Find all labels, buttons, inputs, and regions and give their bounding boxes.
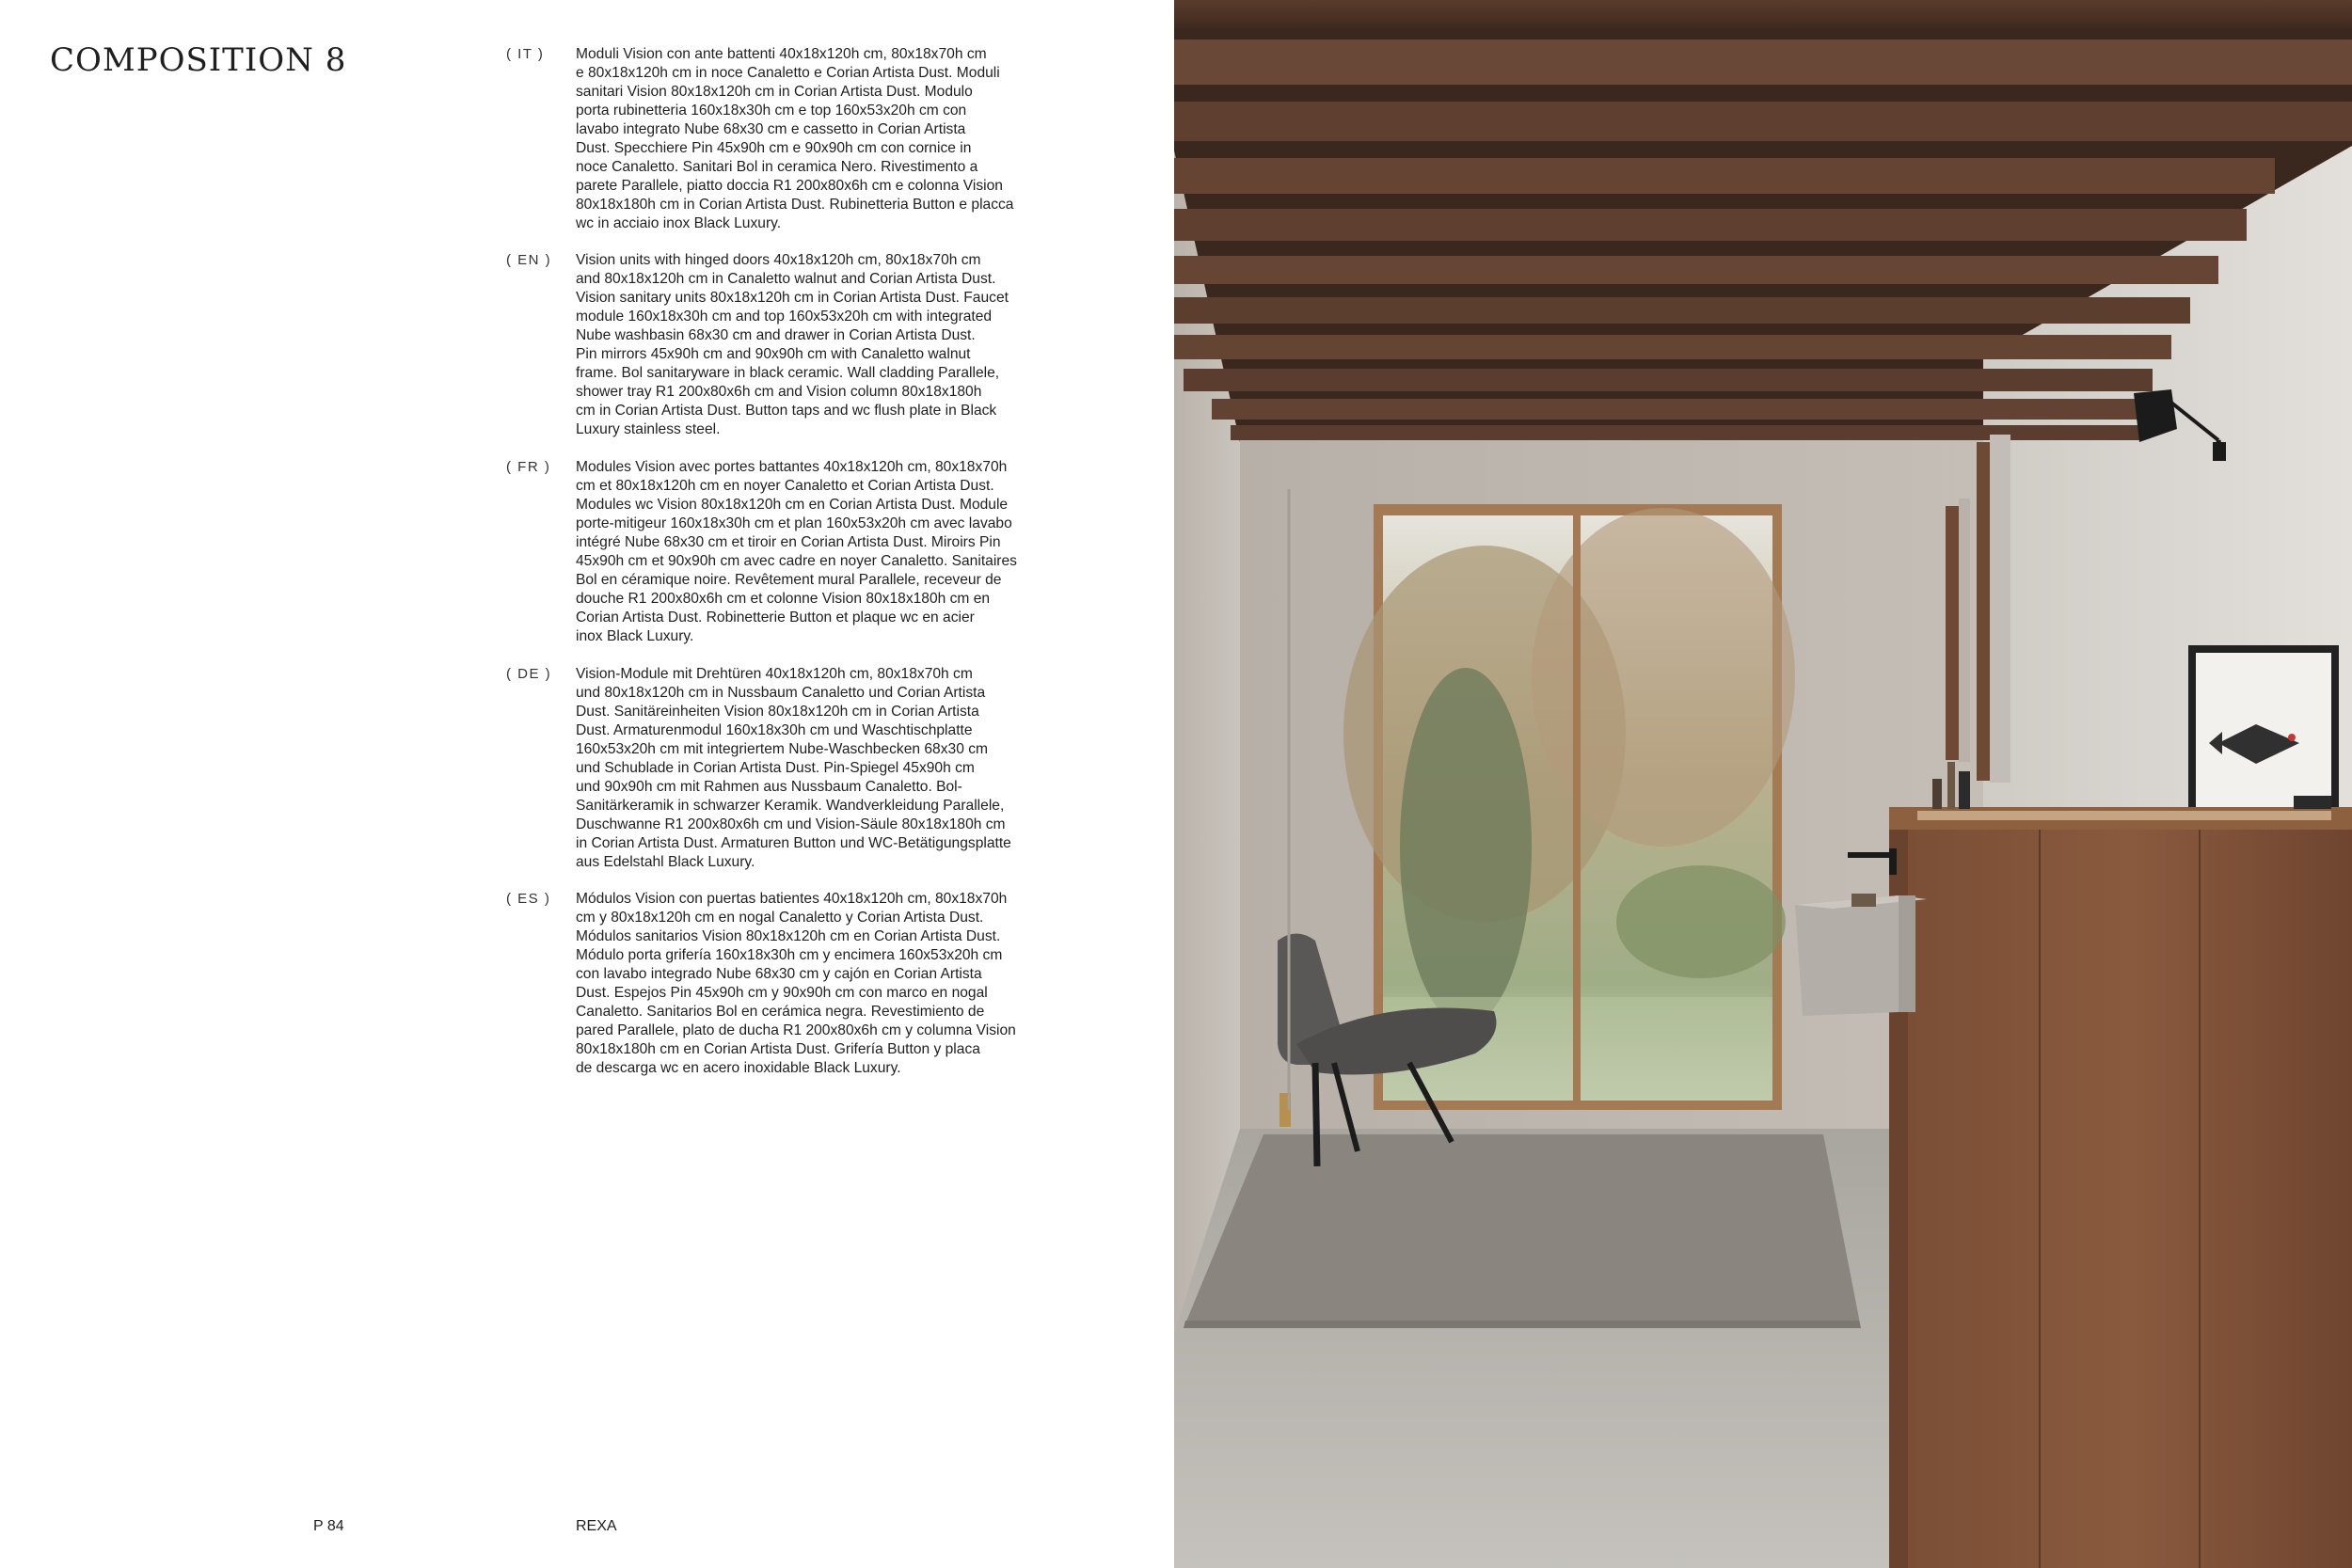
text-line: sanitari Vision 80x18x120h cm in Corian Artista Dust. Modulo: [576, 84, 973, 100]
text-line: porte-mitigeur 160x18x30h cm et plan 160x53x20h cm avec lavabo: [576, 515, 1012, 531]
text-line: Bol en céramique noire. Revêtement mural Parallele, receveur de: [576, 572, 1002, 588]
text-page: [0, 0, 1174, 1568]
text-line: und 90x90h cm mit Rahmen aus Nussbaum Canaletto. Bol-: [576, 779, 962, 795]
text-line: Módulo porta grifería 160x18x30h cm y encimera 160x53x20h cm: [576, 947, 1003, 963]
description-text: [576, 458, 1089, 646]
brand-name: REXA: [576, 1518, 617, 1534]
text-line: aus Edelstahl Black Luxury.: [576, 854, 755, 870]
language-label: ( ES ): [506, 891, 551, 907]
page-title: COMPOSITION 8: [50, 41, 347, 79]
text-line: 80x18x180h cm in Corian Artista Dust. Rubinetteria Button e placca: [576, 197, 1014, 213]
text-line: in Corian Artista Dust. Armaturen Button und WC-Betätigungsplatte: [576, 835, 1011, 851]
text-line: Dust. Armaturenmodul 160x18x30h cm und Waschtischplatte: [576, 722, 973, 738]
text-line: Sanitärkeramik in schwarzer Keramik. Wandverkleidung Parallele,: [576, 798, 1005, 814]
text-line: und Schublade in Corian Artista Dust. Pin-Spiegel 45x90h cm: [576, 760, 975, 776]
text-line: und 80x18x120h cm in Nussbaum Canaletto und Corian Artista: [576, 685, 986, 701]
language-label: ( EN ): [506, 252, 552, 268]
text-line: de descarga wc en acero inoxidable Black Luxury.: [576, 1060, 901, 1076]
text-line: 45x90h cm et 90x90h cm avec cadre en noyer Canaletto. Sanitaires: [576, 553, 1017, 569]
text-line: Dust. Sanitäreinheiten Vision 80x18x120h cm in Corian Artista: [576, 704, 979, 720]
text-line: e 80x18x120h cm in noce Canaletto e Corian Artista Dust. Moduli: [576, 65, 1000, 81]
text-line: parete Parallele, piatto doccia R1 200x80x6h cm e colonna Vision: [576, 178, 1003, 194]
text-line: cm in Corian Artista Dust. Button taps and wc flush plate in Black: [576, 403, 997, 419]
text-line: Vision sanitary units 80x18x120h cm in Corian Artista Dust. Faucet: [576, 290, 1009, 306]
text-line: con lavabo integrado Nube 68x30 cm y cajón en Corian Artista: [576, 966, 982, 982]
description-text: [576, 665, 1089, 872]
language-label: ( DE ): [506, 666, 552, 682]
text-line: Corian Artista Dust. Robinetterie Button et plaque wc en acier: [576, 610, 975, 626]
text-line: intégré Nube 68x30 cm et tiroir en Corian Artista Dust. Miroirs Pin: [576, 534, 1001, 550]
text-line: 160x53x20h cm mit integriertem Nube-Waschbecken 68x30 cm: [576, 741, 988, 757]
text-line: wc in acciaio inox Black Luxury.: [576, 215, 782, 231]
description-text: [576, 45, 1089, 233]
text-line: and 80x18x120h cm in Canaletto walnut and Corian Artista Dust.: [576, 271, 996, 287]
text-line: Duschwanne R1 200x80x6h cm und Vision-Säule 80x18x180h cm: [576, 816, 1006, 832]
bathroom-photo: [1174, 0, 2352, 1568]
text-line: Moduli Vision con ante battenti 40x18x120h cm, 80x18x70h cm: [576, 46, 987, 62]
text-line: noce Canaletto. Sanitari Bol in ceramica Nero. Rivestimento a: [576, 159, 978, 175]
text-line: porta rubinetteria 160x18x30h cm e top 160x53x20h cm con: [576, 103, 967, 119]
text-line: cm y 80x18x120h cm en nogal Canaletto y Corian Artista Dust.: [576, 910, 984, 926]
text-line: Dust. Specchiere Pin 45x90h cm e 90x90h cm con cornice in: [576, 140, 972, 156]
text-line: Módulos sanitarios Vision 80x18x120h cm en Corian Artista Dust.: [576, 928, 1001, 944]
text-line: cm et 80x18x120h cm en noyer Canaletto et Corian Artista Dust.: [576, 478, 994, 494]
text-line: Pin mirrors 45x90h cm and 90x90h cm with Canaletto walnut: [576, 346, 971, 362]
text-line: Módulos Vision con puertas batientes 40x18x120h cm, 80x18x70h: [576, 891, 1008, 907]
text-line: inox Black Luxury.: [576, 628, 694, 644]
text-line: lavabo integrato Nube 68x30 cm e cassetto in Corian Artista: [576, 121, 966, 137]
text-line: Nube washbasin 68x30 cm and drawer in Corian Artista Dust.: [576, 327, 976, 343]
text-line: Vision-Module mit Drehtüren 40x18x120h cm, 80x18x70h cm: [576, 666, 973, 682]
description-text: [576, 251, 1089, 439]
text-line: Canaletto. Sanitarios Bol en cerámica negra. Revestimiento de: [576, 1004, 985, 1020]
language-label: ( FR ): [506, 459, 551, 475]
text-line: module 160x18x30h cm and top 160x53x20h cm with integrated: [576, 309, 993, 325]
text-line: frame. Bol sanitaryware in black ceramic. Wall cladding Parallele,: [576, 365, 1000, 381]
text-line: shower tray R1 200x80x6h cm and Vision column 80x18x180h: [576, 384, 982, 400]
text-line: douche R1 200x80x6h cm et colonne Vision 80x18x180h cm en: [576, 591, 991, 607]
text-line: Dust. Espejos Pin 45x90h cm y 90x90h cm con marco en nogal: [576, 985, 988, 1001]
text-line: Modules wc Vision 80x18x120h cm en Corian Artista Dust. Module: [576, 497, 1009, 513]
text-line: pared Parallele, plato de ducha R1 200x80x6h cm y columna Vision: [576, 1022, 1016, 1038]
language-label: ( IT ): [506, 46, 545, 62]
text-line: 80x18x180h cm en Corian Artista Dust. Grifería Button y placa: [576, 1041, 980, 1057]
text-line: Vision units with hinged doors 40x18x120h cm, 80x18x70h cm: [576, 252, 981, 268]
description-text: [576, 890, 1089, 1078]
text-line: Luxury stainless steel.: [576, 421, 721, 437]
page-number: P 84: [313, 1518, 344, 1534]
text-line: Modules Vision avec portes battantes 40x18x120h cm, 80x18x70h: [576, 459, 1008, 475]
